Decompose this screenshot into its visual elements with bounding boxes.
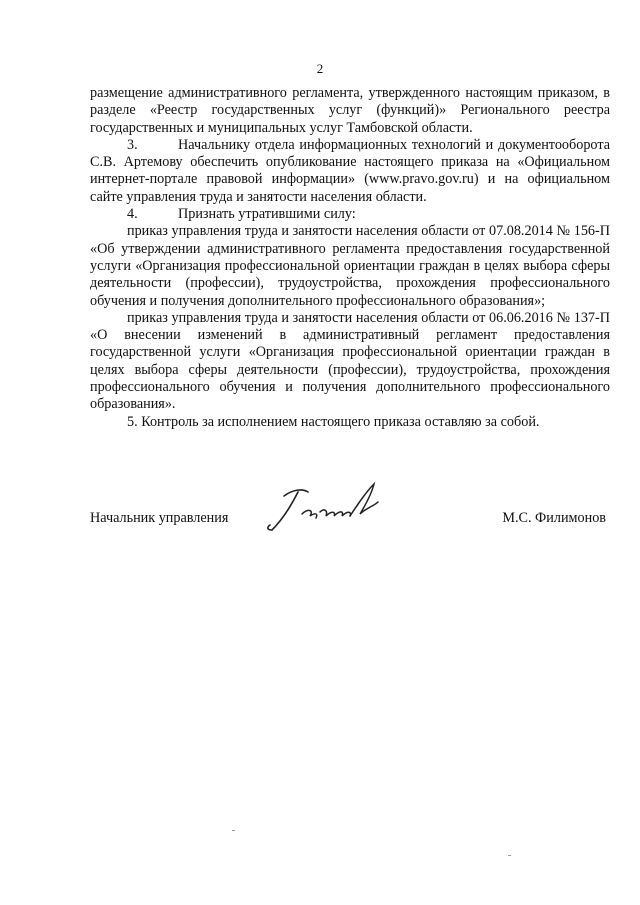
handwritten-signature [262, 478, 392, 538]
paragraph-number: 4. [127, 206, 138, 223]
signatory-position: Начальник управления [90, 510, 229, 526]
paragraph-text: 5. Контроль за исполнением настоящего приказа оставляю за собой. [127, 413, 540, 430]
paragraph-item-3 [90, 137, 610, 206]
paragraph-repealed-order-1 [90, 223, 610, 309]
signatory-name: М.С. Филимонов [502, 510, 606, 526]
document-body [90, 85, 610, 431]
scan-speck [508, 855, 511, 856]
paragraph-text: приказ управления труда и занятости населения области от 07.08.2014 № 156-П «Об утверждении административного регламента предоставления государственной услуги «Организация профессиональной ориентации граждан в целях выбора сферы деятельности (профессии), трудоустройства, прохождения профессионального обучения и получения дополнительного профессионального образования»; [90, 223, 610, 309]
paragraph-text: приказ управления труда и занятости населения области от 06.06.2016 № 137-П «О внесении изменений в административный регламент предоставления государственной услуги «Организация профессиональной ориентации граждан в целях выбора сферы деятельности (профессии), трудоустройства, прохождения профессионального обучения и получения дополнительного профессионального образования». [90, 309, 610, 413]
paragraph-item-4 [90, 206, 610, 223]
paragraph-text: размещение административного регламента, утвержденного настоящим приказом, в разделе «Реестр государственных услуг (функций)» Регионального реестра государственных и муниципальных услуг Тамбовской области. [90, 85, 610, 136]
paragraph-item-5 [90, 414, 610, 431]
paragraph-repealed-order-2 [90, 310, 610, 414]
paragraph-number: 3. [127, 136, 138, 153]
scan-speck [232, 830, 235, 831]
page-number: 2 [316, 61, 324, 76]
paragraph-text: Начальнику отдела информационных технологий и документооборота С.В. Артемову обеспечить опубликование настоящего приказа на «Официальном интернет-портале правовой информации» (www.pravo.gov.ru) и на официальном сайте управления труда и занятости населения области. [90, 136, 610, 205]
paragraph-regulation-placement [90, 85, 610, 137]
paragraph-text: Признать утратившими силу: [178, 206, 356, 223]
